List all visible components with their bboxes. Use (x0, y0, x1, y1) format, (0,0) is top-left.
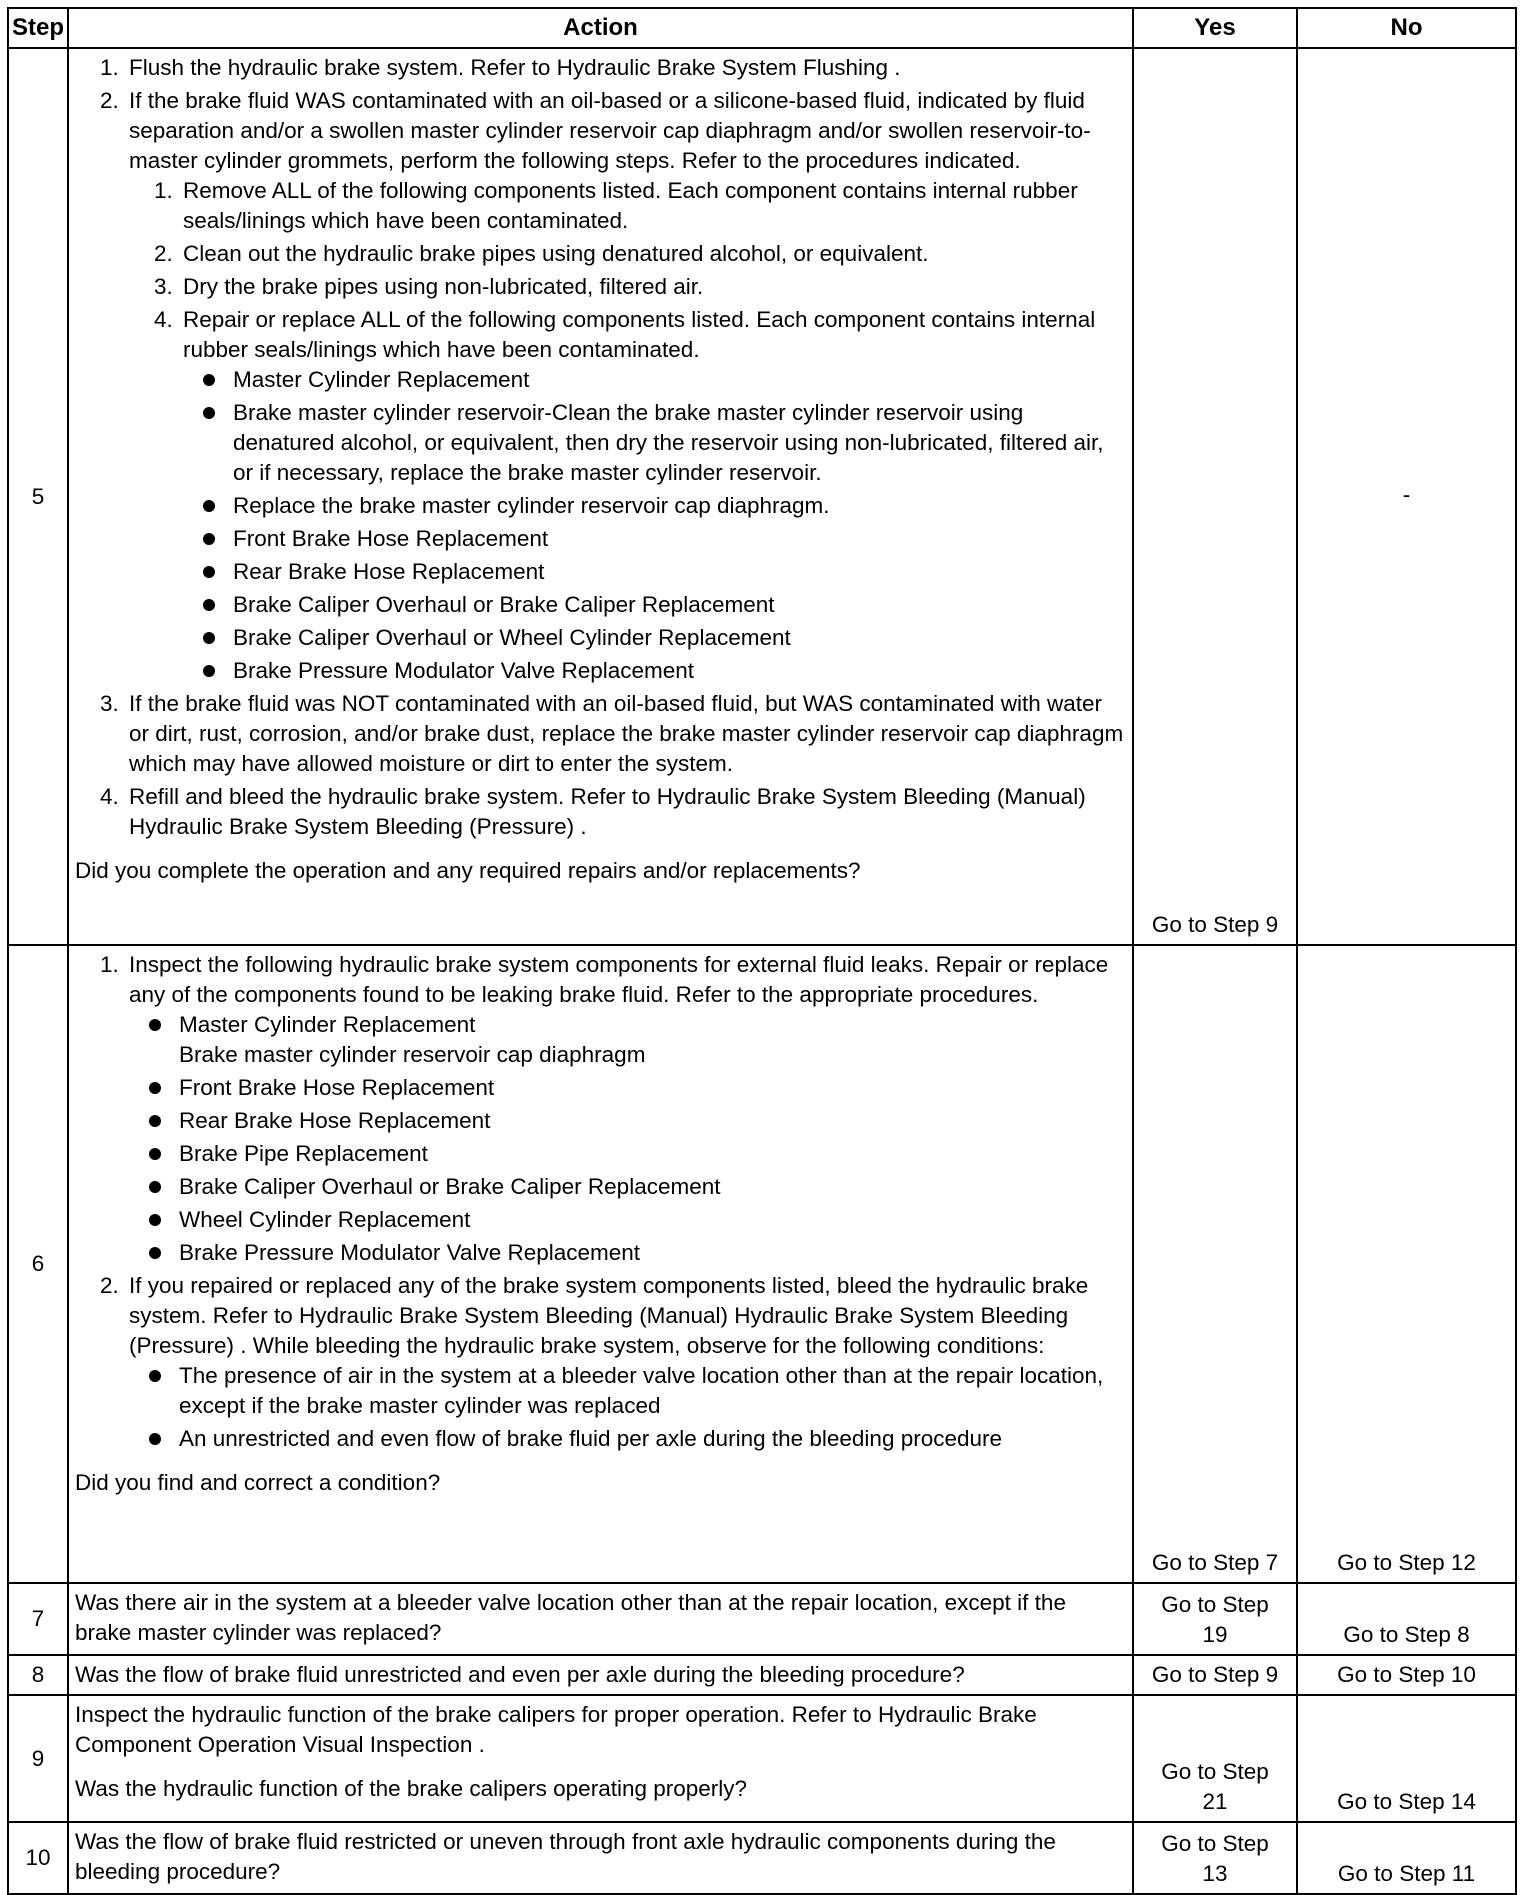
table-row-step-5 (8, 48, 1516, 945)
header-step: Step (8, 8, 68, 48)
bullet-item: Front Brake Hose Replacement (233, 524, 1126, 554)
list-item-text: If you repaired or replaced any of the brake system components listed, bleed the hydraulic brake system. Refer to Hydraulic Brake System Bleeding (Manual) Hydraulic Brake System Bleeding (Pressure) . While bleeding the hydraulic brake system, observe for the following conditions: (129, 1273, 1089, 1358)
action-cell (68, 1822, 1133, 1894)
bullet-list (183, 365, 1126, 686)
yes-text: Go to Step (1161, 1759, 1269, 1784)
bullet-list (129, 1361, 1126, 1454)
yes-cell: Go to Step 7 (1133, 945, 1297, 1583)
question-text: Was there air in the system at a bleeder valve location other than at the repair location, except if the brake master cylinder was replaced? (75, 1590, 1066, 1645)
step-number: 7 (8, 1583, 68, 1655)
header-yes: Yes (1133, 8, 1297, 48)
yes-cell (1133, 1695, 1297, 1822)
yes-step: 19 (1202, 1622, 1228, 1647)
yes-cell: Go to Step 9 (1133, 1655, 1297, 1695)
bullet-item: Brake Pipe Replacement (179, 1139, 1126, 1169)
yes-text: Go to Step (1161, 1831, 1269, 1856)
bullet-item: The presence of air in the system at a bleeder valve location other than at the repair location, except if the brake master cylinder was replaced (179, 1361, 1126, 1421)
action-cell (68, 48, 1133, 945)
header-no: No (1297, 8, 1516, 48)
action-cell (68, 1583, 1133, 1655)
bullet-item: Brake master cylinder reservoir-Clean the brake master cylinder reservoir using denatured alcohol, or equivalent, then dry the reservoir using non-lubricated, filtered air, or if necessary, replace the brake master cylinder reservoir. (233, 398, 1126, 488)
list-item: 4. Refill and bleed the hydraulic brake system. Refer to Hydraulic Brake System Bleeding (Manual) Hydraulic Brake System Bleeding (Pressure) . (125, 782, 1126, 842)
no-cell: Go to Step 12 (1297, 945, 1516, 1583)
yes-step: 13 (1202, 1861, 1228, 1886)
bullet-item: Front Brake Hose Replacement (179, 1073, 1126, 1103)
bullet-item: Master Cylinder Replacement (233, 365, 1126, 395)
question-text: Was the flow of brake fluid unrestricted and even per axle during the bleeding procedure? (75, 1662, 965, 1687)
bullet-item: Brake Pressure Modulator Valve Replacement (179, 1238, 1126, 1268)
bullet-item: An unrestricted and even flow of brake fluid per axle during the bleeding procedure (179, 1424, 1126, 1454)
list-item: 3. Dry the brake pipes using non-lubricated, filtered air. (179, 272, 1126, 302)
bullet-item: Replace the brake master cylinder reservoir cap diaphragm. (233, 491, 1126, 521)
list-item (179, 305, 1126, 686)
list-item: 1. Flush the hydraulic brake system. Refer to Hydraulic Brake System Flushing . (125, 53, 1126, 83)
list-item-text: If the brake fluid WAS contaminated with an oil-based or a silicone-based fluid, indicated by fluid separation and/or a swollen master cylinder reservoir cap diaphragm and/or swollen reservoir-to-master cylinder grommets, perform the following steps. Refer to the procedures indicated. (129, 88, 1091, 173)
question-text: Did you complete the operation and any required repairs and/or replacements? (75, 858, 861, 883)
yes-text: Go to Step (1161, 1592, 1269, 1617)
list-item (125, 1271, 1126, 1454)
bullet-list (129, 1010, 1126, 1268)
question-text: Was the hydraulic function of the brake calipers operating properly? (75, 1776, 748, 1801)
diagnostic-table (7, 7, 1517, 1895)
yes-step: 21 (1202, 1789, 1228, 1814)
list-item-text: Repair or replace ALL of the following components listed. Each component contains internal rubber seals/linings which have been contaminated. (183, 307, 1096, 362)
step-number: 9 (8, 1695, 68, 1822)
header-action: Action (68, 8, 1133, 48)
yes-cell (1133, 1822, 1297, 1894)
bullet-item: Brake Caliper Overhaul or Brake Caliper Replacement (233, 590, 1126, 620)
table-row-step-9 (8, 1695, 1516, 1822)
table-row-step-6 (8, 945, 1516, 1583)
bullet-text: Master Cylinder Replacement (179, 1012, 476, 1037)
step-number: 8 (8, 1655, 68, 1695)
table-row-step-8 (8, 1655, 1516, 1695)
no-cell: Go to Step 14 (1297, 1695, 1516, 1822)
step-number: 10 (8, 1822, 68, 1894)
question-text: Did you find and correct a condition? (75, 1470, 441, 1495)
header-row (8, 8, 1516, 48)
list-item: 1. Remove ALL of the following components listed. Each component contains internal rubber seals/linings which have been contaminated. (179, 176, 1126, 236)
bullet-item (179, 1010, 1126, 1070)
bullet-item: Wheel Cylinder Replacement (179, 1205, 1126, 1235)
bullet-subline: Brake master cylinder reservoir cap diaphragm (179, 1042, 646, 1067)
action-steps (75, 950, 1126, 1454)
bullet-item: Brake Pressure Modulator Valve Replacement (233, 656, 1126, 686)
list-item: 2. Clean out the hydraulic brake pipes using denatured alcohol, or equivalent. (179, 239, 1126, 269)
list-item-text: Inspect the following hydraulic brake system components for external fluid leaks. Repair or replace any of the components found to be leaking brake fluid. Refer to the appropriate procedures. (129, 952, 1109, 1007)
instruction-text: Inspect the hydraulic function of the brake calipers for proper operation. Refer to Hydraulic Brake Component Operation Visual Inspection . (75, 1702, 1037, 1757)
action-cell (68, 1655, 1133, 1695)
no-cell: Go to Step 11 (1297, 1822, 1516, 1894)
no-cell: Go to Step 10 (1297, 1655, 1516, 1695)
bullet-item: Brake Caliper Overhaul or Wheel Cylinder Replacement (233, 623, 1126, 653)
table-row-step-7 (8, 1583, 1516, 1655)
action-cell (68, 945, 1133, 1583)
list-item (125, 950, 1126, 1268)
step-number: 5 (8, 48, 68, 945)
question-text: Was the flow of brake fluid restricted or uneven through front axle hydraulic components during the bleeding procedure? (75, 1829, 1056, 1884)
action-cell (68, 1695, 1133, 1822)
no-cell: - (1297, 48, 1516, 945)
bullet-item: Rear Brake Hose Replacement (233, 557, 1126, 587)
table-row-step-10 (8, 1822, 1516, 1894)
bullet-item: Brake Caliper Overhaul or Brake Caliper Replacement (179, 1172, 1126, 1202)
list-item: 3. If the brake fluid was NOT contaminated with an oil-based fluid, but WAS contaminated with water or dirt, rust, corrosion, and/or brake dust, replace the brake master cylinder reservoir cap diaphragm which may have allowed moisture or dirt to enter the system. (125, 689, 1126, 779)
yes-cell: Go to Step 9 (1133, 48, 1297, 945)
bullet-item: Rear Brake Hose Replacement (179, 1106, 1126, 1136)
list-item (125, 86, 1126, 686)
no-cell: Go to Step 8 (1297, 1583, 1516, 1655)
sub-steps (129, 176, 1126, 686)
yes-cell (1133, 1583, 1297, 1655)
action-steps (75, 53, 1126, 842)
step-number: 6 (8, 945, 68, 1583)
